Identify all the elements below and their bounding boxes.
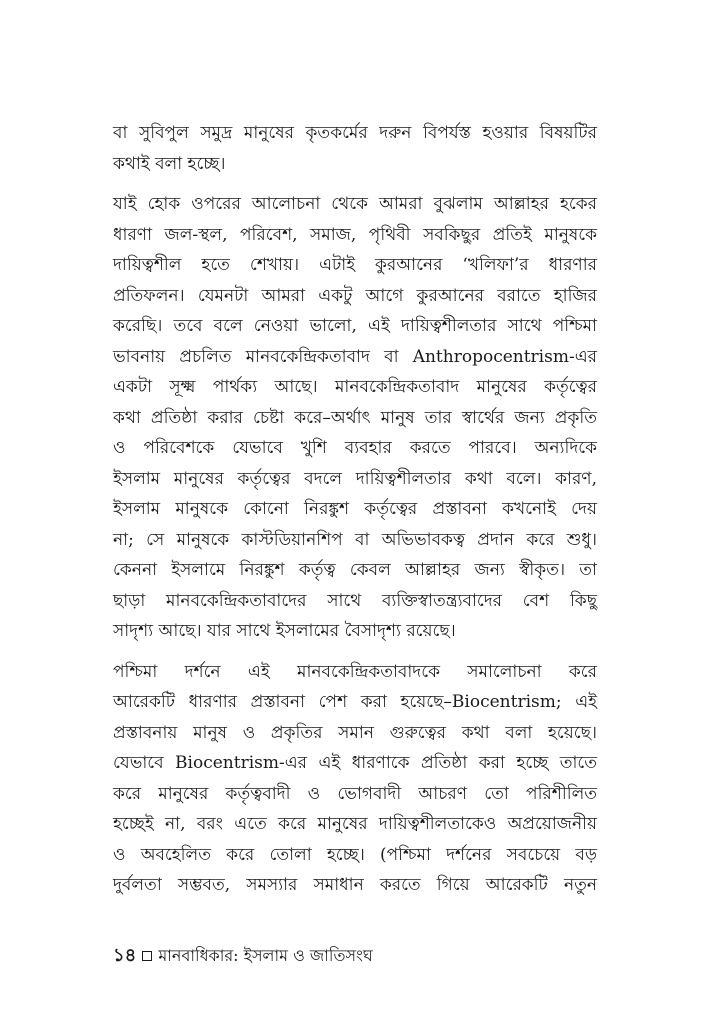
text-line: প্রস্তাবনায় মানুষ ও প্রকৃতির সমান গুরুত্বের কথা বলা হয়েছে। <box>113 722 597 743</box>
running-title: মানবাধিকার: ইসলাম ও জাতিসংঘ <box>158 946 373 965</box>
paragraph <box>113 657 597 901</box>
text-line: করে মানুষের কর্তৃত্ববাদী ও ভোগবাদী আচরণ তো পরিশীলিত <box>113 783 597 804</box>
text-line: আরেকটি ধারণার প্রস্তাবনা পেশ করা হয়েছে–Biocentrism; এই <box>113 692 597 712</box>
text-line: ভাবনায় প্রচলিত মানবকেন্দ্রিকতাবাদ বা Anthropocentrism-এর <box>113 346 597 367</box>
text-line: একটা সূক্ষ্ম পার্থক্য আছে। মানবকেন্দ্রিকতাবাদ মানুষের কর্তৃত্বের <box>113 377 597 397</box>
text-line: যাই হোক ওপরের আলোচনা থেকে আমরা বুঝলাম আল্লাহর হকের <box>113 194 597 214</box>
text-line: ধারণা জল-স্থল, পরিবেশ, সমাজ, পৃথিবী সবকিছুর প্রতিই মানুষকে <box>113 224 597 245</box>
text-line: দুর্বলতা সম্ভবত, সমস্যার সমাধান করতে গিয়ে আরেকটি নতুন <box>113 875 597 895</box>
page-body <box>113 118 597 911</box>
paragraph <box>113 118 597 179</box>
text-line: পশ্চিমা দর্শনে এই মানবকেন্দ্রিকতাবাদকে সমালোচনা করে <box>113 661 597 682</box>
text-line: ইসলাম মানুষকে কোনো নিরঙ্কুশ কর্তৃত্বের প্রস্তাবনা কখনোই দেয় <box>113 499 597 519</box>
hollow-square-icon <box>142 951 152 961</box>
text-line: করেছি। তবে বলে নেওয়া ভালো, এই দায়িত্বশীলতার সাথে পশ্চিমা <box>113 316 597 336</box>
text-line: প্রতিফলন। যেমনটা আমরা একটু আগে কুরআনের বরাতে হাজির <box>113 285 597 306</box>
text-line: দায়িত্বশীল হতে শেখায়। এটাই কুরআনের ‘খলিফা’র ধারণার <box>113 255 597 275</box>
text-line: কথাই বলা হচ্ছে। <box>113 153 226 174</box>
text-line: ও পরিবেশকে যেভাবে খুশি ব্যবহার করতে পারবে। অন্যদিকে <box>113 438 597 458</box>
text-line: কথা প্রতিষ্ঠা করার চেষ্টা করে–অর্থাৎ মানুষ তার স্বার্থের জন্য প্রকৃতি <box>113 407 597 428</box>
text-line: কেননা ইসলামে নিরঙ্কুশ কর্তৃত্ব কেবল আল্লাহর জন্য স্বীকৃত। তা <box>113 560 597 580</box>
page-footer <box>113 945 373 967</box>
text-line: ছাড়া মানবকেন্দ্রিকতাবাদের সাথে ব্যক্তিস্বাতন্ত্র্যবাদের বেশ কিছু <box>113 590 597 611</box>
text-line: না; সে মানুষকে কাস্টডিয়ানশিপ বা অভিভাবকত্ব প্রদান করে শুধু। <box>113 529 597 550</box>
text-line: ইসলাম মানুষের কর্তৃত্বের বদলে দায়িত্বশীলতার কথা বলে। কারণ, <box>113 468 597 489</box>
text-line: যেভাবে Biocentrism-এর এই ধারণাকে প্রতিষ্ঠা করা হচ্ছে তাতে <box>113 753 597 773</box>
text-line: হচ্ছেই না, বরং এতে করে মানুষের দায়িত্বশীলতাকেও অপ্রয়োজনীয় <box>113 814 597 834</box>
text-line: সাদৃশ্য আছে। যার সাথে ইসলামের বৈসাদৃশ্য রয়েছে। <box>113 621 456 641</box>
paragraph <box>113 189 597 647</box>
page-number: ১৪ <box>113 945 137 966</box>
text-line: ও অবহেলিত করে তোলা হচ্ছে। (পশ্চিমা দর্শনের সবচেয়ে বড় <box>113 844 597 865</box>
text-line: বা সুবিপুল সমুদ্র মানুষের কৃতকর্মের দরুন বিপর্যস্ত হওয়ার বিষয়টির <box>113 123 597 143</box>
